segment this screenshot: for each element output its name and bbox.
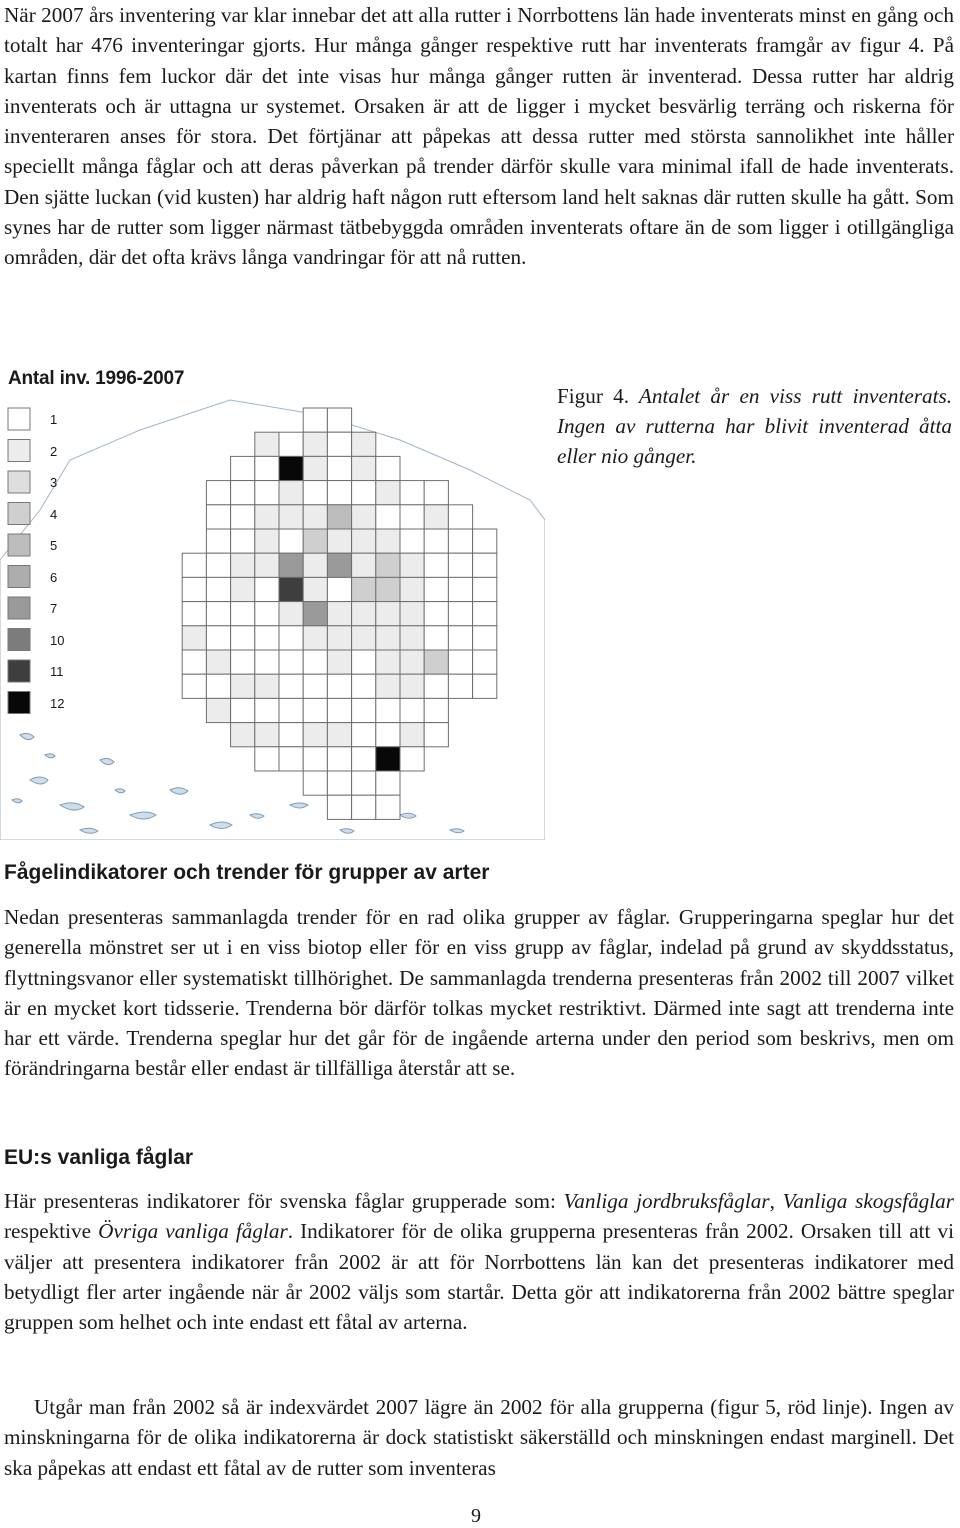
route-square (255, 747, 279, 771)
intro-paragraph: När 2007 års inventering var klar innebar det att alla rutter i Norrbottens län hade inventerats minst en gång och totalt har 476 inventeringar gjorts. Hur många gånger respektive rutt har inventerats framgår av figur 4. På kartan finns fem luckor där det inte visas hur många gånger rutten är inventerad. Dessa rutter har aldrig inventerats och är uttagna ur systemet. Orsaken är att de ligger i mycket besvärlig terräng och riskerna för inventeraren anses för stora. Det förtjänar att påpekas att dessa rutter med största sannolikhet inte håller speciellt många fåglar och att deras påverkan på trender därför skulle vara minimal ifall de hade inventerats. Den sjätte luckan (vid kusten) har aldrig haft någon rutt eftersom land helt saknas där rutten skulle ha gått. Som synes har de rutter som ligger närmast tätbebyggda områden inventerats oftare än de som ligger i otillgängliga områden, där det ofta krävs långa vandringar för att nå rutten. (4, 3, 954, 270)
legend-label: 3 (50, 475, 58, 490)
route-square (206, 674, 230, 698)
index-paragraph: Utgår man från 2002 så är indexvärdet 2007 lägre än 2002 för alla grupperna (figur 5, röd linje). Ingen av minskningarna för de olika indikatorerna är dock statistiskt säkerställd och minskningen endast marginell. Det ska påpekas att endast ett fåtal av de rutter som inventeras (4, 1395, 954, 1480)
legend-swatch (8, 503, 30, 525)
route-square (400, 505, 424, 529)
route-square (255, 432, 279, 456)
route-square (424, 553, 448, 577)
route-square (352, 481, 376, 505)
route-square (231, 456, 255, 480)
legend-label: 4 (50, 506, 58, 522)
route-square (327, 626, 351, 650)
route-square (448, 602, 472, 626)
route-square (376, 626, 400, 650)
legend-swatch (8, 534, 30, 556)
italic-run: Övriga vanliga fåglar (98, 1219, 288, 1244)
route-square (352, 553, 376, 577)
route-square (279, 456, 303, 480)
route-square (231, 674, 255, 698)
route-square (182, 650, 206, 674)
route-square (473, 602, 497, 626)
route-square (231, 577, 255, 601)
route-square (473, 529, 497, 553)
route-square (279, 481, 303, 505)
route-square (352, 771, 376, 795)
route-square (182, 553, 206, 577)
route-square (327, 505, 351, 529)
route-square (303, 408, 327, 432)
legend-swatch (8, 471, 30, 493)
legend-swatch (8, 660, 30, 682)
route-square (279, 529, 303, 553)
legend-label: 2 (50, 443, 58, 459)
caption-label: Figur 4. (557, 384, 630, 408)
route-square (279, 674, 303, 698)
route-square (327, 723, 351, 747)
route-square (206, 650, 230, 674)
route-square (448, 674, 472, 698)
route-square (231, 505, 255, 529)
route-square (255, 577, 279, 601)
route-square (255, 650, 279, 674)
route-square (376, 481, 400, 505)
route-square (279, 602, 303, 626)
page-number: 9 (471, 1505, 481, 1527)
route-square (352, 432, 376, 456)
route-square (376, 650, 400, 674)
route-square (473, 553, 497, 577)
legend-label: 11 (50, 664, 64, 679)
text-run: respektive (4, 1219, 99, 1244)
route-square (279, 505, 303, 529)
route-square (473, 650, 497, 674)
route-square (327, 747, 351, 771)
route-square (400, 650, 424, 674)
route-square (352, 626, 376, 650)
route-square (352, 650, 376, 674)
route-square (424, 505, 448, 529)
route-square (424, 626, 448, 650)
route-inventory-map (0, 360, 545, 840)
route-square (327, 674, 351, 698)
route-square (327, 795, 351, 819)
route-square (352, 698, 376, 722)
route-square (231, 698, 255, 722)
route-square (376, 505, 400, 529)
route-square (255, 529, 279, 553)
route-square (448, 529, 472, 553)
route-square (279, 577, 303, 601)
italic-run: Vanliga skogsfåglar (782, 1189, 954, 1213)
route-square (424, 650, 448, 674)
route-square (206, 505, 230, 529)
route-square (231, 723, 255, 747)
route-square (231, 650, 255, 674)
route-square (424, 602, 448, 626)
route-square (376, 529, 400, 553)
route-square (206, 602, 230, 626)
map-graphic (0, 360, 545, 840)
route-square (303, 650, 327, 674)
route-square (303, 626, 327, 650)
route-square (303, 771, 327, 795)
route-square (376, 602, 400, 626)
route-square (231, 481, 255, 505)
legend-swatch (8, 408, 30, 430)
route-square (376, 553, 400, 577)
route-square (206, 626, 230, 650)
route-square (400, 674, 424, 698)
route-square (279, 650, 303, 674)
route-square (303, 481, 327, 505)
route-square (400, 723, 424, 747)
route-square (255, 505, 279, 529)
route-square (327, 650, 351, 674)
trends-paragraph: Nedan presenteras sammanlagda trender för en rad olika grupper av fåglar. Grupperingarna speglar hur det generella mönstret ser ut i en viss biotop eller för en viss grupp av fåglar, indelad på grund av skyddsstatus, flyttningsvanor eller systematiskt tillhörighet. De sammanlagda trenderna presenteras från 2002 till 2007 vilket är en mycket kort tidsserie. Trenderna bör därför tolkas mycket restriktivt. Därmed inte sagt att trenderna inte har ett värde. Trenderna speglar hur det går för de ingående arterna under den period som beskrivs, men om förändringarna består eller endast är tillfälliga återstår att se. (4, 905, 954, 1081)
route-square (279, 626, 303, 650)
legend-swatch (8, 629, 30, 651)
route-square (255, 626, 279, 650)
route-square (400, 626, 424, 650)
route-square (376, 771, 400, 795)
route-square (231, 626, 255, 650)
route-square (206, 529, 230, 553)
legend-label: 5 (50, 538, 58, 553)
route-square (303, 602, 327, 626)
route-square (376, 747, 400, 771)
route-square (279, 553, 303, 577)
route-square (279, 723, 303, 747)
route-square (327, 553, 351, 577)
route-square (303, 698, 327, 722)
text-run: , (769, 1189, 783, 1213)
route-square (327, 408, 351, 432)
route-square (448, 626, 472, 650)
legend-label: 12 (50, 695, 65, 711)
route-square (303, 577, 327, 601)
route-square (206, 481, 230, 505)
route-square (255, 674, 279, 698)
route-square (182, 577, 206, 601)
caption-text: Antalet år en viss rutt inventerats. Ingen av rutterna har blivit inventerad åtta eller nio gånger. (557, 384, 953, 468)
text-run: . Indikatorer för de olika grupperna presenteras från 2002. Orsaken till att vi väljer att presentera indikatorer från 2002 är att för Norrbottens län kan det presenteras indikatorer med betydligt fler arter ingående när år 2002 väljs som startår. Detta gör att indikatorerna från 2002 bättre speglar gruppen som helhet och inte endast ett fåtal av arterna. (4, 1219, 954, 1335)
route-square (424, 674, 448, 698)
route-square (327, 481, 351, 505)
route-square (206, 698, 230, 722)
route-square (448, 650, 472, 674)
route-square (206, 553, 230, 577)
route-square (255, 723, 279, 747)
route-square (279, 698, 303, 722)
route-square (448, 577, 472, 601)
route-square (303, 529, 327, 553)
route-square (352, 577, 376, 601)
legend-label: 1 (50, 412, 58, 427)
route-square (352, 456, 376, 480)
route-square (473, 674, 497, 698)
route-square (424, 577, 448, 601)
legend-label: 6 (50, 569, 58, 585)
legend-label: 7 (50, 601, 58, 616)
legend-title: Antal inv. 1996-2007 (8, 368, 185, 389)
route-square (327, 577, 351, 601)
route-square (327, 432, 351, 456)
route-square (448, 553, 472, 577)
route-square (352, 505, 376, 529)
route-square (376, 723, 400, 747)
route-square (424, 481, 448, 505)
route-square (400, 698, 424, 722)
route-square (400, 529, 424, 553)
route-square (473, 626, 497, 650)
route-square (352, 723, 376, 747)
route-square (424, 698, 448, 722)
route-square (327, 698, 351, 722)
route-square (424, 723, 448, 747)
figure-caption (557, 381, 952, 471)
italic-run: Vanliga jordbruksfåglar (563, 1189, 770, 1213)
legend-swatch (8, 440, 30, 462)
route-square (182, 602, 206, 626)
legend-swatch (8, 692, 30, 714)
route-square (400, 602, 424, 626)
route-square (279, 432, 303, 456)
route-square (182, 626, 206, 650)
route-square (327, 602, 351, 626)
route-square (303, 674, 327, 698)
route-square (352, 602, 376, 626)
route-square (303, 747, 327, 771)
route-square (255, 602, 279, 626)
route-square (352, 747, 376, 771)
section-heading-indicators: Fågelindikatorer och trender för grupper av arter (4, 861, 490, 884)
route-square (376, 698, 400, 722)
route-square (352, 795, 376, 819)
route-square (231, 602, 255, 626)
route-square (352, 529, 376, 553)
route-square (303, 456, 327, 480)
route-square (424, 529, 448, 553)
route-square (376, 456, 400, 480)
text-run: Här presenteras indikatorer för svenska fåglar grupperade som: (4, 1189, 564, 1213)
legend-swatch (8, 566, 30, 588)
eu-birds-paragraph (4, 1186, 954, 1337)
legend-label: 10 (50, 632, 65, 648)
route-square (255, 456, 279, 480)
route-square (255, 553, 279, 577)
route-square (255, 698, 279, 722)
route-square (231, 553, 255, 577)
route-square (400, 553, 424, 577)
route-square (303, 432, 327, 456)
route-square (376, 577, 400, 601)
section-heading-eu-birds: EU:s vanliga fåglar (4, 1146, 194, 1169)
route-square (400, 747, 424, 771)
route-square (327, 529, 351, 553)
route-square (448, 505, 472, 529)
route-square (279, 747, 303, 771)
route-square (376, 674, 400, 698)
route-square (400, 481, 424, 505)
route-square (303, 723, 327, 747)
route-square (376, 795, 400, 819)
route-square (473, 577, 497, 601)
route-square (352, 674, 376, 698)
route-square (206, 577, 230, 601)
route-square (303, 553, 327, 577)
route-square (327, 771, 351, 795)
legend-swatch (8, 597, 30, 619)
route-square (255, 481, 279, 505)
route-square (400, 577, 424, 601)
route-square (303, 505, 327, 529)
route-square (327, 456, 351, 480)
route-square (231, 529, 255, 553)
route-square (182, 674, 206, 698)
